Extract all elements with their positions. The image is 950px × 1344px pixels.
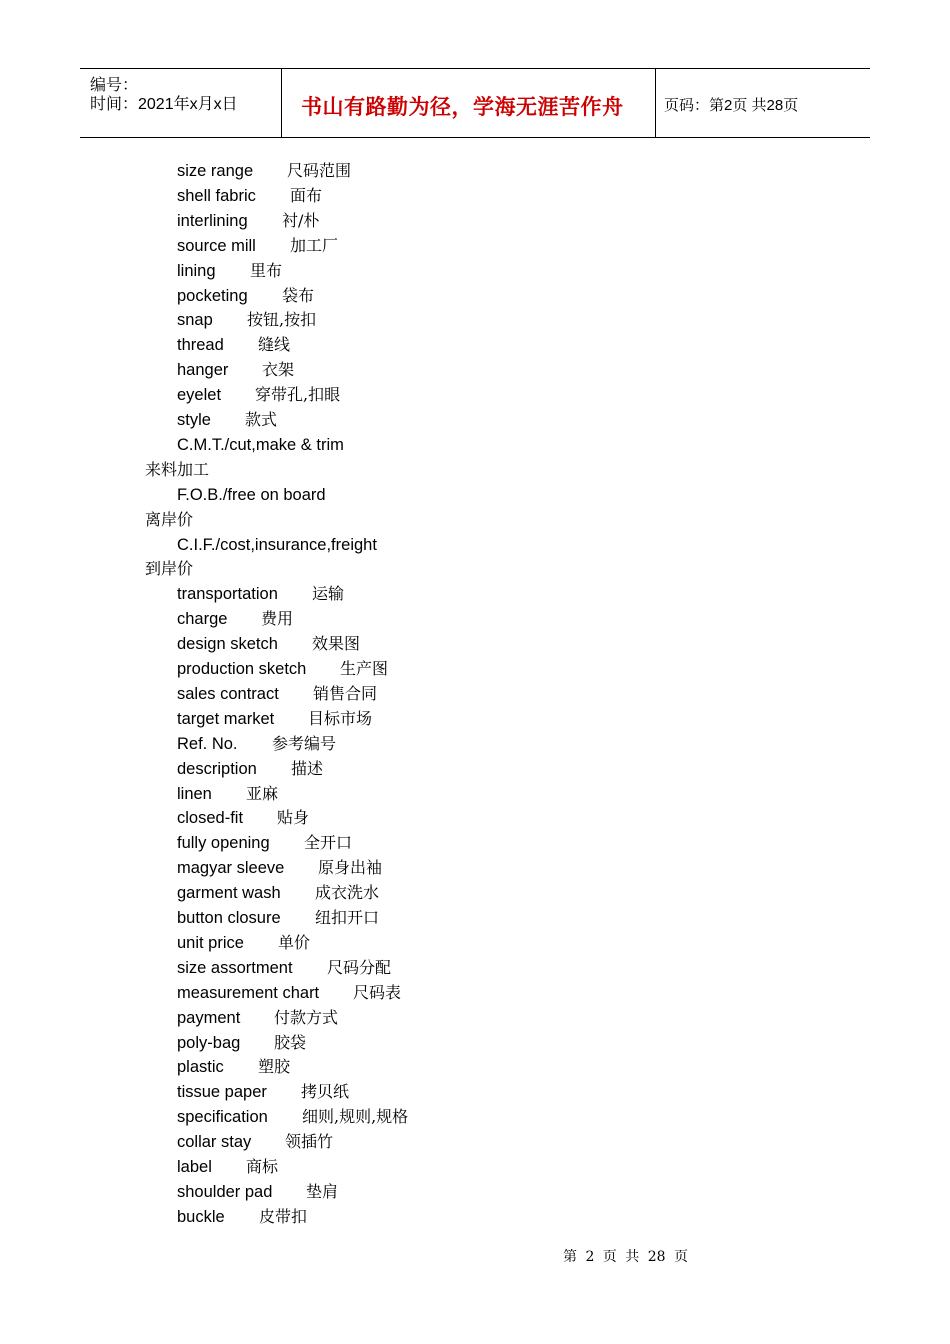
glossary-entry [0,582,950,606]
glossary-entry [0,856,950,880]
english-term: transportation [177,585,278,604]
chinese-translation: 生产图 [340,659,389,678]
document-number-label: 编号： [90,77,139,94]
chinese-translation: 缝线 [258,335,291,355]
chinese-translation: 尺码表 [353,982,402,1002]
english-term: sales contract [177,684,279,703]
english-term: poly-bag [177,1033,241,1052]
english-term: specification [177,1108,268,1127]
header-info-cell [80,69,281,137]
glossary-entry [0,632,950,656]
chinese-translation: 目标市场 [308,708,373,728]
english-term: target market [177,709,275,728]
glossary-entry [0,782,950,806]
chinese-translation: 全开口 [304,833,353,853]
chinese-translation: 拷贝纸 [301,1082,350,1102]
chinese-translation: 参考编号 [272,733,337,753]
english-term: linen [177,784,212,803]
glossary-entry [0,607,950,631]
english-term: tissue paper [177,1083,267,1102]
english-term: design sketch [177,635,278,654]
glossary-entry [0,981,950,1005]
english-term: C.I.F./cost,insurance,freight [177,535,377,554]
chinese-translation: 效果图 [312,634,361,654]
glossary-entry [0,931,950,955]
english-term: F.O.B./free on board [177,485,326,504]
glossary-entry [0,557,950,581]
english-term: description [177,759,257,778]
glossary-entry [0,906,950,930]
english-term: size assortment [177,958,293,977]
header-page-cell [655,69,870,137]
english-term: unit price [177,933,244,952]
chinese-translation: 描述 [291,758,324,778]
chinese-translation: 尺码分配 [327,957,392,977]
chinese-translation: 皮带扣 [259,1206,308,1226]
glossary-entry [0,458,950,482]
english-term: payment [177,1008,241,1027]
chinese-translation: 亚麻 [246,783,279,803]
glossary-entry [0,682,950,706]
glossary-entry [0,1130,950,1154]
english-term: closed-fit [177,809,244,828]
chinese-translation: 成衣洗水 [315,883,380,903]
glossary-entry [0,383,950,407]
english-term: Ref. No. [177,734,238,753]
english-term: C.M.T./cut,make & trim [177,435,344,454]
chinese-translation: 运输 [312,584,345,604]
english-term: source mill [177,236,256,255]
chinese-translation: 面布 [290,185,323,205]
chinese-translation: 原身出袖 [318,858,383,878]
english-term: snap [177,311,213,330]
glossary-entry [0,209,950,233]
chinese-translation: 销售合同 [313,683,378,703]
chinese-translation: 按钮,按扣 [247,310,317,330]
glossary-entry [0,533,950,557]
glossary-entry [0,159,950,183]
english-term: eyelet [177,386,222,405]
glossary-entry [0,757,950,781]
glossary-entry [0,707,950,731]
chinese-translation: 尺码范围 [287,161,352,180]
glossary-entry [0,184,950,208]
english-term: garment wash [177,884,281,903]
chinese-translation: 垫肩 [306,1181,339,1201]
glossary-entry [0,408,950,432]
english-term: magyar sleeve [177,859,285,878]
header-motto: 书山有路勤为径，学海无涯苦作舟 [301,95,624,119]
english-term: buckle [177,1207,225,1226]
english-term: button closure [177,909,281,927]
chinese-translation: 细则,规则,规格 [302,1107,409,1127]
chinese-translation: 胶袋 [274,1032,307,1052]
english-term: pocketing [177,286,248,305]
chinese-translation: 袋布 [282,285,315,305]
chinese-translation: 领插竹 [285,1132,334,1152]
glossary-entry [0,1205,950,1229]
chinese-translation: 塑胶 [258,1057,291,1077]
glossary-entry [0,508,950,532]
glossary-entry [0,358,950,382]
chinese-translation: 穿带孔,扣眼 [255,385,341,405]
glossary-entry [0,259,950,283]
glossary-entry [0,1080,950,1104]
chinese-translation: 来料加工 [145,459,210,479]
chinese-translation: 费用 [261,609,294,629]
chinese-translation: 单价 [278,932,311,952]
english-term: fully opening [177,834,270,853]
chinese-translation: 商标 [246,1157,279,1176]
english-term: style [177,411,211,429]
glossary-entry [0,483,950,507]
glossary-entry [0,657,950,681]
english-term: shoulder pad [177,1182,273,1201]
english-term: charge [177,610,228,629]
glossary-entry [0,956,950,980]
glossary-entry [0,1155,950,1179]
glossary-entry [0,333,950,357]
chinese-translation: 款式 [245,410,278,429]
chinese-translation: 衣架 [262,360,295,380]
glossary-entry [0,881,950,905]
header-page-info: 页码：第2页 共28页 [664,97,799,114]
glossary-entry [0,732,950,756]
english-term: label [177,1158,212,1176]
glossary-entry [0,234,950,258]
glossary-entry [0,1031,950,1055]
page-footer: 第 2 页 共 28 页 [563,1249,688,1265]
english-term: thread [177,336,224,355]
english-term: production sketch [177,660,307,678]
glossary-entry [0,806,950,830]
chinese-translation: 贴身 [277,808,310,828]
english-term: lining [177,261,216,280]
document-date-label: 时间：2021年x月x日 [90,96,238,113]
chinese-translation: 纽扣开口 [315,908,380,927]
english-term: collar stay [177,1133,252,1152]
english-term: plastic [177,1058,224,1077]
glossary-entry [0,284,950,308]
chinese-translation: 付款方式 [274,1007,339,1027]
glossary-entry [0,1180,950,1204]
english-term: shell fabric [177,186,256,205]
chinese-translation: 里布 [250,260,283,280]
header-motto-cell [281,69,656,137]
glossary-entry [0,831,950,855]
chinese-translation: 离岸价 [145,509,194,529]
page-header [80,68,870,138]
english-term: size range [177,162,254,180]
glossary-entry [0,1105,950,1129]
english-term: interlining [177,211,248,230]
glossary-entry [0,1055,950,1079]
glossary-entry [0,433,950,457]
chinese-translation: 加工厂 [290,235,339,255]
english-term: measurement chart [177,983,320,1002]
chinese-translation: 到岸价 [145,559,194,579]
english-term: hanger [177,361,229,380]
chinese-translation: 衬/朴 [282,210,320,230]
glossary-entry [0,1006,950,1030]
glossary-entry [0,308,950,332]
